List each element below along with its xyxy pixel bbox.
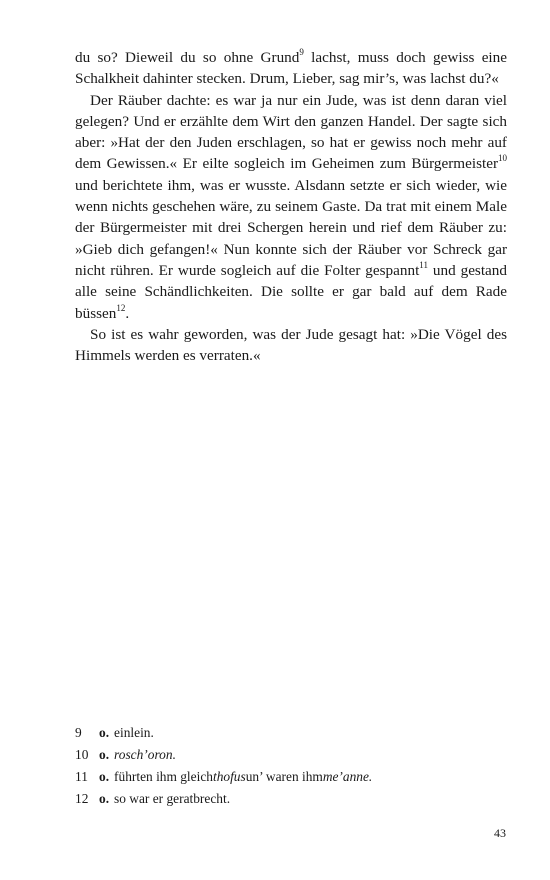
footnote-marker: o. xyxy=(99,791,110,806)
footnote-marker: o. xyxy=(99,769,110,784)
footnotes xyxy=(75,722,507,810)
footnote xyxy=(75,722,507,744)
footnote-number: 9 xyxy=(75,725,82,740)
footnote-italic-text: rosch’oron. xyxy=(114,747,176,762)
footnote-reference: 9 xyxy=(299,46,304,57)
footnote xyxy=(75,744,507,766)
page-number: 43 xyxy=(494,826,506,840)
footnote-italic-text: me’anne. xyxy=(322,769,373,784)
footnote-reference: 11 xyxy=(419,259,428,270)
footnote-text: un’ waren ihm xyxy=(245,769,323,784)
footnote-italic-text: thofus xyxy=(212,769,246,784)
paragraph xyxy=(75,90,507,324)
paragraph xyxy=(75,324,507,367)
footnote-number: 11 xyxy=(75,769,88,784)
footnote-number: 10 xyxy=(75,747,89,762)
footnote-number: 12 xyxy=(75,791,89,806)
footnote-reference: 10 xyxy=(498,153,507,164)
text-segment: So ist es wahr geworden, was der Jude gesagt hat: »Die Vögel des Himmels werden es verraten.« xyxy=(75,325,507,365)
text-segment: Der Räuber dachte: es war ja nur ein Jude, was ist denn daran viel gelegen? Und er erzählte dem Wirt den ganzen Handel. Der sagte sich aber: »Hat der den Juden erschlagen, so hat er gewiss noch mehr auf dem Gewissen.« Er eilte sogleich im Geheimen zum Bürgermeister xyxy=(75,91,507,173)
footnote-marker: o. xyxy=(99,725,110,740)
footnote-text: so war er geratbrecht. xyxy=(114,791,231,806)
footnote-reference: 12 xyxy=(116,302,126,313)
footnote-text: führten ihm gleich xyxy=(114,769,213,784)
text-segment: du so? Dieweil du so ohne Grund xyxy=(75,49,300,66)
text-segment: und gestand alle seine Schändlichkeiten. Die sollte er gar bald auf dem Rade büssen xyxy=(75,261,507,322)
footnote xyxy=(75,766,507,788)
text-segment: und berichtete ihm, was er wusste. Alsdann setzte er sich wieder, wie wenn nichts geschehen wäre, zu seinem Gaste. Da trat mit einem Male der Bürgermeister mit drei Schergen herein und rief dem Räuber zu: »Gieb dich gefangen!« Nun konnte sich der Räuber vor Schreck gar nicht rühren. Er wurde sogleich auf die Folter gespannt xyxy=(75,176,507,279)
footnote xyxy=(75,788,507,810)
footnote-text: einlein. xyxy=(114,725,154,740)
text-segment: lachst, muss doch gewiss eine Schalkheit dahinter stecken. Drum, Lieber, sag mir’s, was lachst du?« xyxy=(75,49,507,88)
paragraph xyxy=(75,47,507,90)
footnote-marker: o. xyxy=(99,747,110,762)
text-segment: . xyxy=(125,304,130,322)
body-text xyxy=(75,47,507,366)
